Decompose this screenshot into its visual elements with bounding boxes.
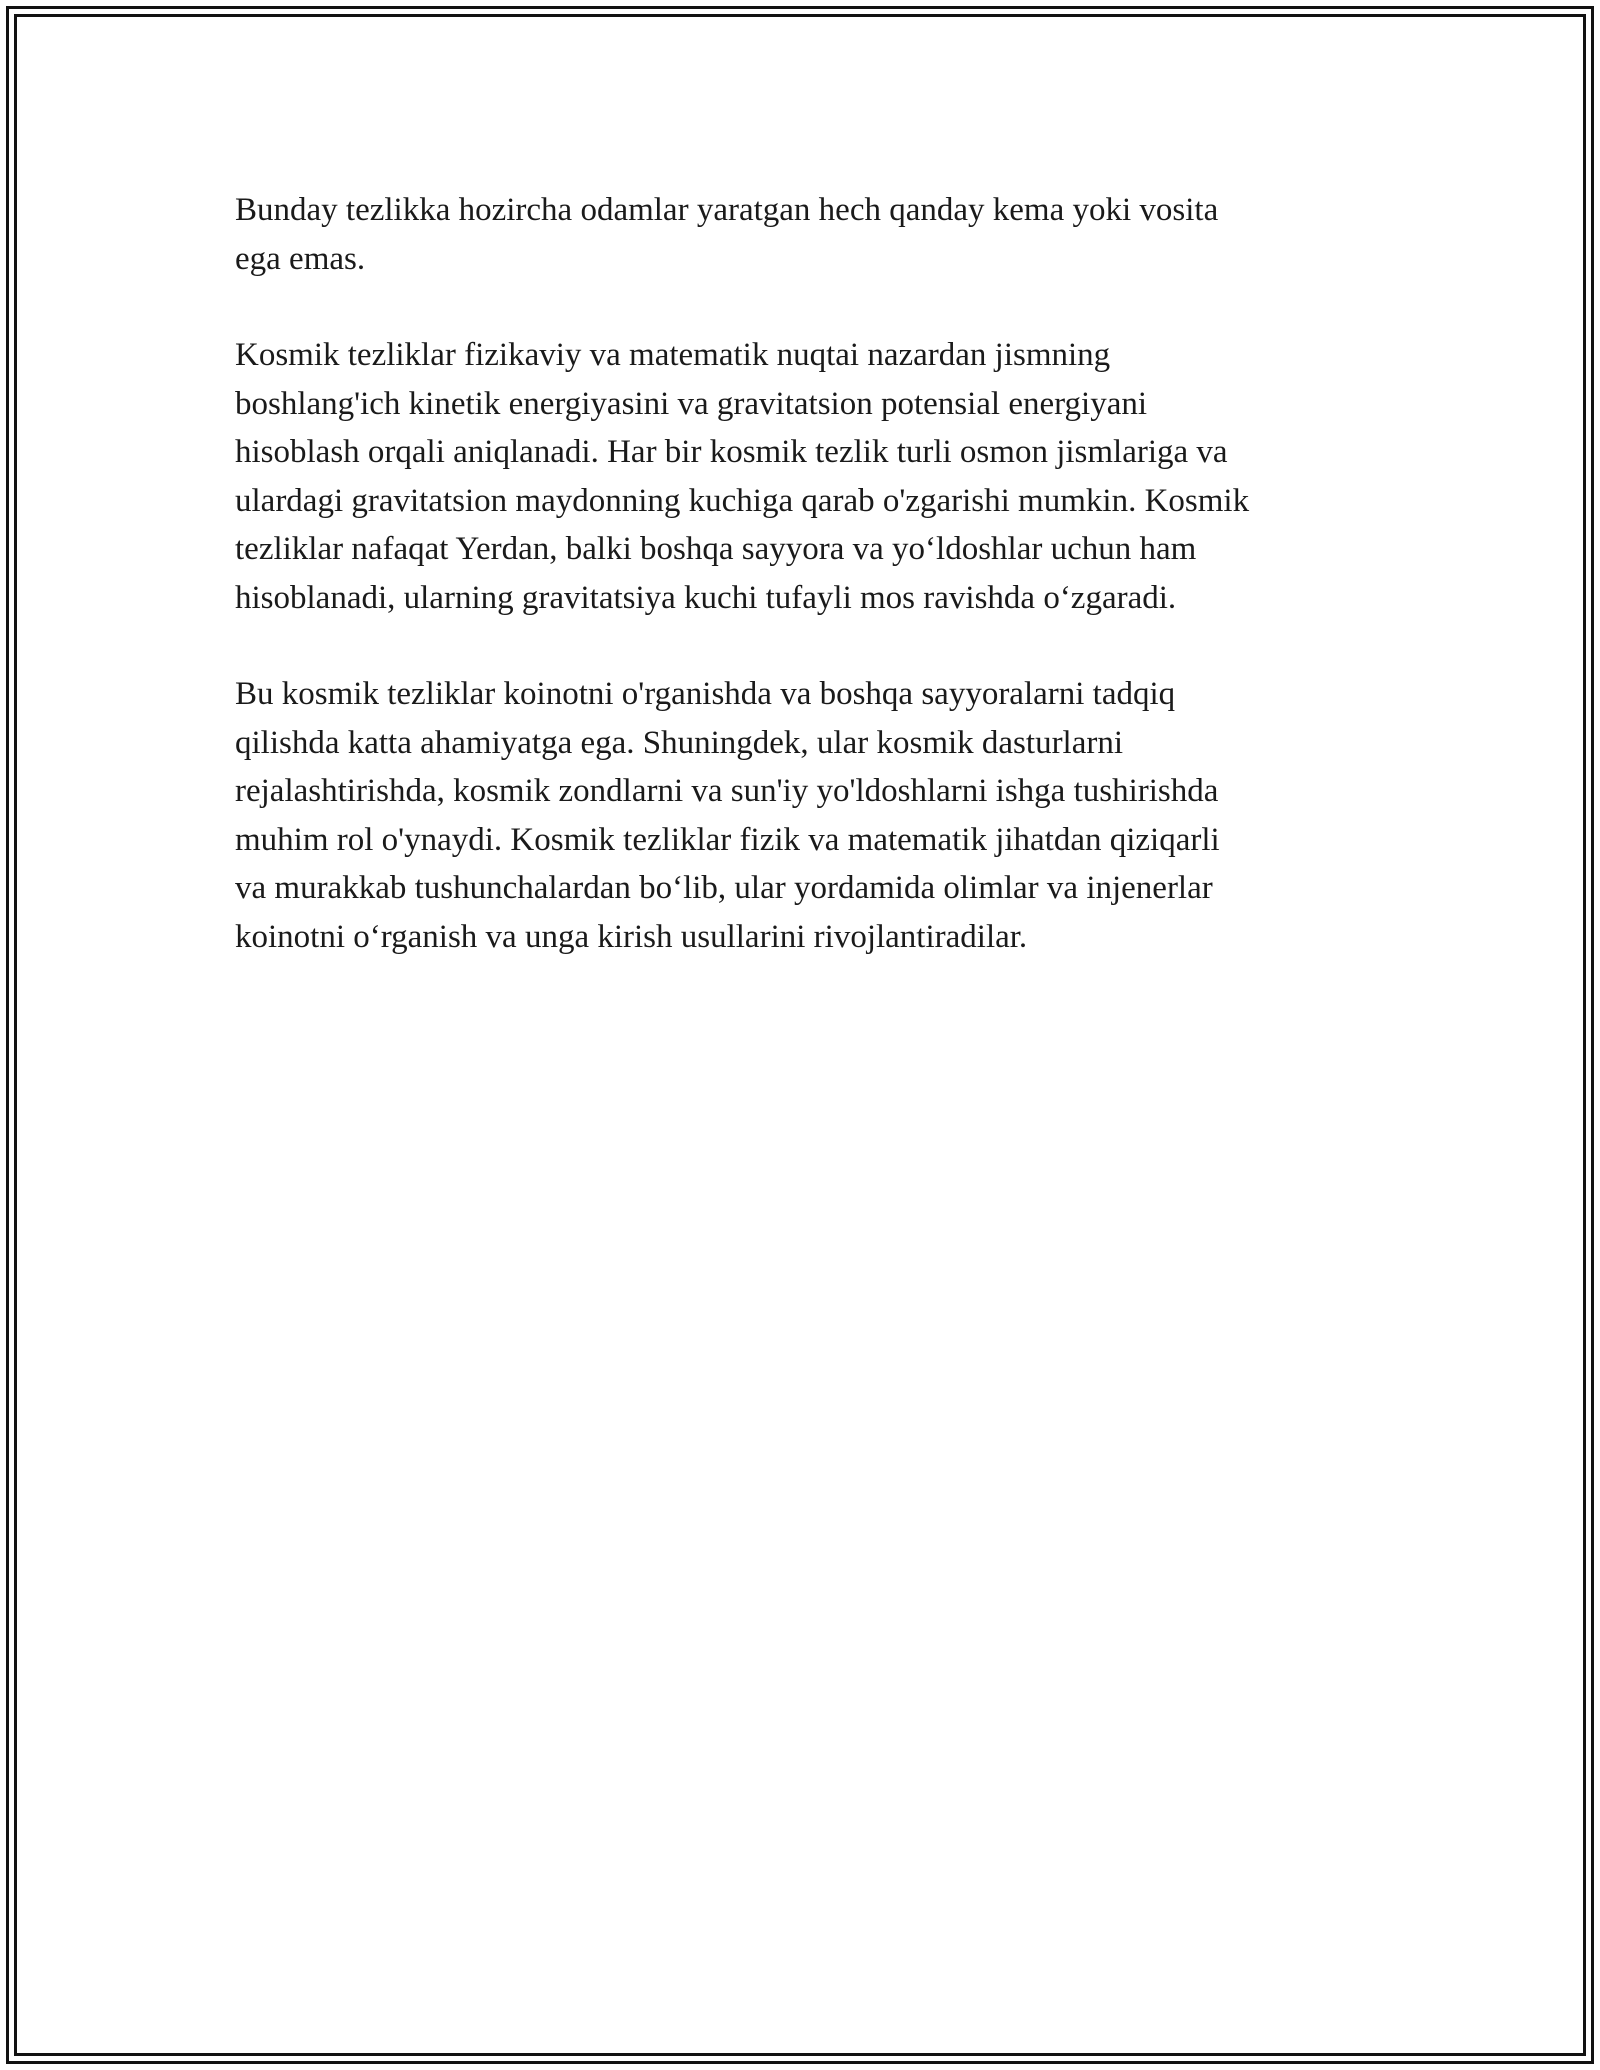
paragraph-1	[235, 186, 1375, 283]
paragraph-line: boshlang'ich kinetik energiyasini va gravitatsion potensial energiyani	[235, 385, 1148, 422]
paragraph-line: koinotni o‘rganish va unga kirish usullarini rivojlantiradilar.	[235, 918, 1028, 955]
paragraph-2	[235, 331, 1375, 622]
paragraph-line: Bu kosmik tezliklar koinotni o'rganishda va boshqa sayyoralarni tadqiq	[235, 676, 1176, 712]
paragraph-line: tezliklar nafaqat Yerdan, balki boshqa sayyora va yo‘ldoshlar uchun ham	[235, 531, 1197, 567]
paragraph-line: rejalashtirishda, kosmik zondlarni va sun'iy yo'ldoshlarni ishga tushirishda	[235, 773, 1219, 809]
paragraph-line: hisoblash orqali aniqlanadi. Har bir kosmik tezlik turli osmon jismlariga va	[235, 434, 1228, 470]
paragraph-3	[235, 670, 1375, 961]
document-body	[235, 186, 1375, 1009]
paragraph-line: Kosmik tezliklar fizikaviy va matematik nuqtai nazardan jismning	[235, 337, 1111, 373]
paragraph-line: qilishda katta ahamiyatga ega. Shuningdek, ular kosmik dasturlarni	[235, 724, 1124, 761]
paragraph-line: ulardagi gravitatsion maydonning kuchiga qarab o'zgarishi mumkin. Kosmik	[235, 482, 1250, 519]
paragraph-line: va murakkab tushunchalardan bo‘lib, ular yordamida olimlar va injenerlar	[235, 870, 1213, 906]
paragraph-line: Bunday tezlikka hozircha odamlar yaratgan hech qanday kema yoki vosita	[235, 192, 1219, 228]
paragraph-line: hisoblanadi, ularning gravitatsiya kuchi tufayli mos ravishda o‘zgaradi.	[235, 579, 1177, 616]
paragraph-line: muhim rol o'ynaydi. Kosmik tezliklar fizik va matematik jihatdan qiziqarli	[235, 821, 1220, 858]
paragraph-line: ega emas.	[235, 240, 366, 277]
